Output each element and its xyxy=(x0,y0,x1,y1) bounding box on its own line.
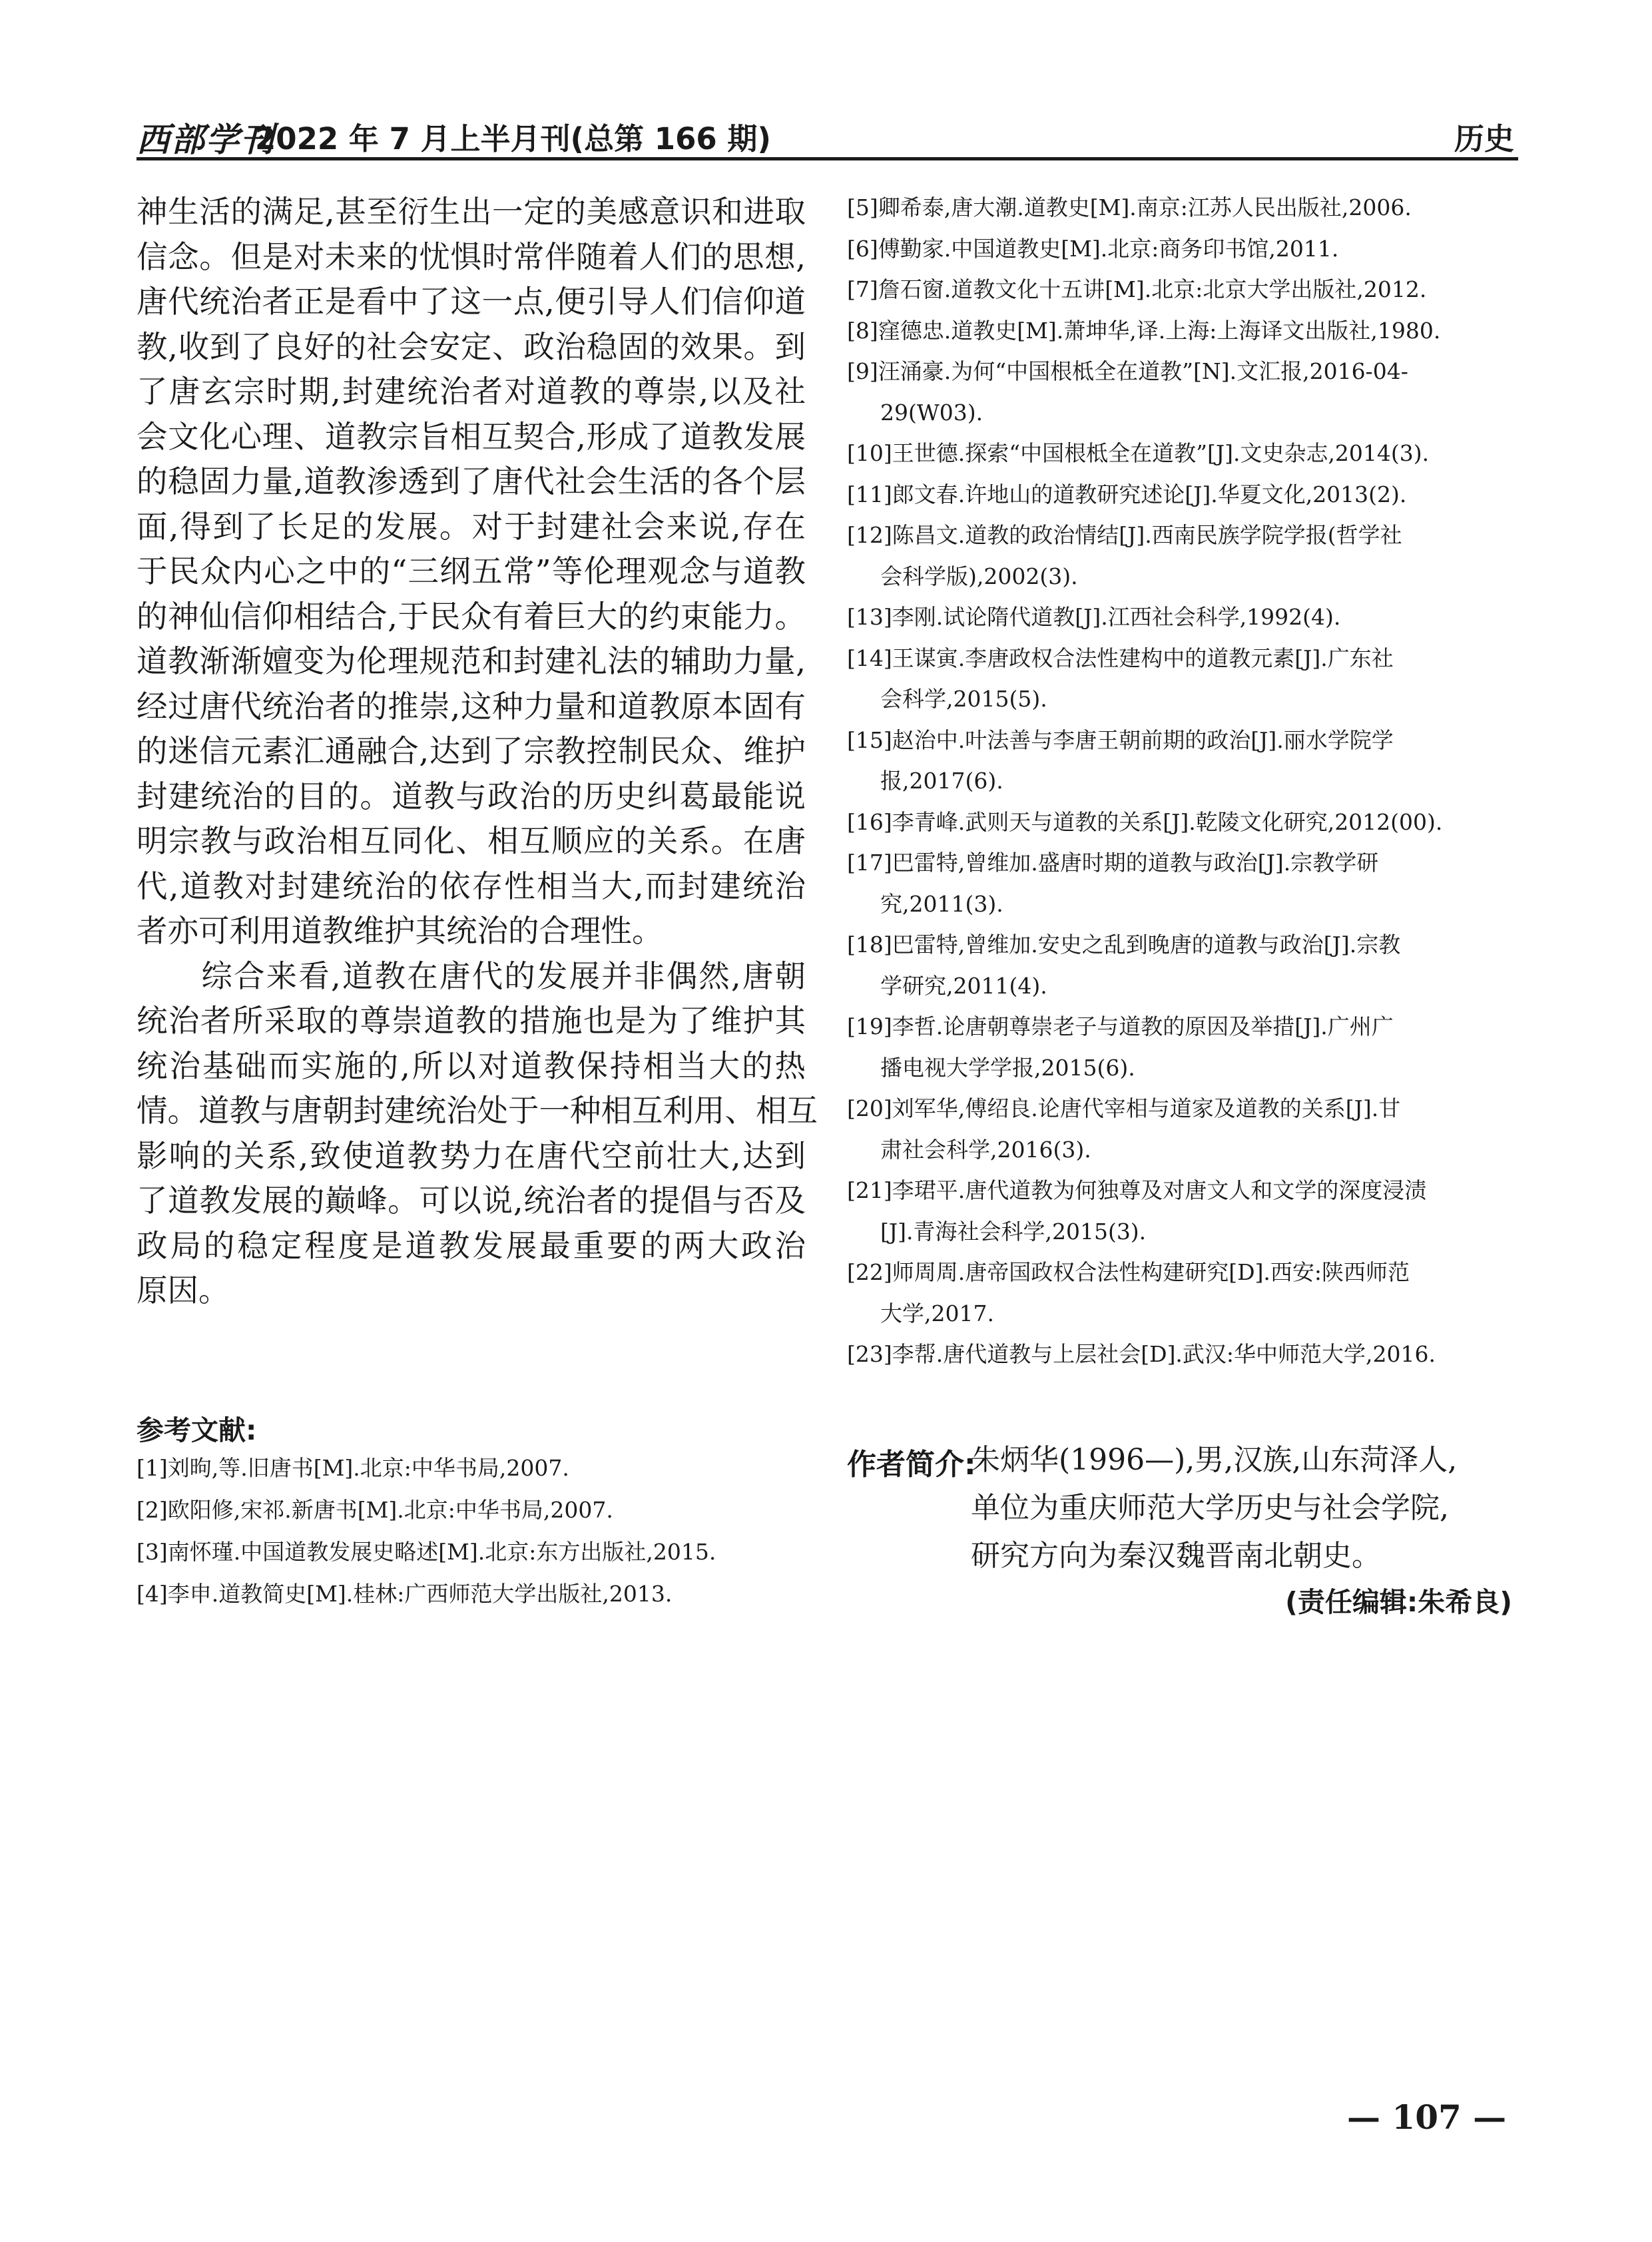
reference-line: 会科学,2015(5). xyxy=(880,686,1047,712)
body-line: 的神仙信仰相结合,于民众有着巨大的约束能力。 xyxy=(137,598,806,635)
author-line: 研究方向为秦汉魏晋南北朝史。 xyxy=(971,1539,1381,1573)
journal-logo: 西部学刊 xyxy=(137,120,275,159)
reference-line: [7]詹石窗.道教文化十五讲[M].北京:北京大学出版社,2012. xyxy=(847,276,1427,302)
reference-line: [19]李哲.论唐朝尊崇老子与道教的原因及举措[J].广州广 xyxy=(847,1013,1394,1039)
reference-line: 29(W03). xyxy=(880,399,983,425)
body-line: 道教渐渐嬗变为伦理规范和封建礼法的辅助力量, xyxy=(137,643,806,679)
reference-line: [J].青海社会科学,2015(3). xyxy=(880,1218,1147,1245)
body-line: 统治者所采取的尊崇道教的措施也是为了维护其 xyxy=(137,1003,806,1039)
reference-line: [21]李珺平.唐代道教为何独尊及对唐文人和文学的深度浸渍 xyxy=(847,1177,1427,1203)
reference-line: [15]赵治中.叶法善与李唐王朝前期的政治[J].丽水学院学 xyxy=(847,726,1394,753)
body-line: 唐代统治者正是看中了这一点,便引导人们信仰道 xyxy=(137,284,806,320)
body-line: 面,得到了长足的发展。对于封建社会来说,存在 xyxy=(137,508,806,545)
section-title: 历史 xyxy=(1454,121,1514,156)
reference-line: 大学,2017. xyxy=(880,1300,994,1326)
author-line: 单位为重庆师范大学历史与社会学院, xyxy=(971,1491,1449,1525)
issue-info: 2022 年 7 月上半月刊(总第 166 期) xyxy=(255,121,771,156)
body-line: 了唐玄宗时期,封建统治者对道教的尊崇,以及社 xyxy=(137,374,806,410)
body-line: 的稳固力量,道教渗透到了唐代社会生活的各个层 xyxy=(137,463,806,499)
reference-line: [3]南怀瑾.中国道教发展史略述[M].北京:东方出版社,2015. xyxy=(137,1539,716,1565)
reference-line: [11]郎文春.许地山的道教研究述论[J].华夏文化,2013(2). xyxy=(847,481,1407,507)
reference-line: [17]巴雷特,曾维加.盛唐时期的道教与政治[J].宗教学研 xyxy=(847,850,1379,876)
reference-line: 学研究,2011(4). xyxy=(880,972,1047,999)
reference-line: [2]欧阳修,宋祁.新唐书[M].北京:中华书局,2007. xyxy=(137,1497,613,1523)
reference-line: [22]师周周.唐帝国政权合法性构建研究[D].西安:陕西师范 xyxy=(847,1259,1410,1285)
reference-line: 肃社会科学,2016(3). xyxy=(880,1136,1091,1163)
reference-line: [20]刘军华,傅绍良.论唐代宰相与道家及道教的关系[J].甘 xyxy=(847,1095,1401,1121)
reference-line: [5]卿希泰,唐大潮.道教史[M].南京:江苏人民出版社,2006. xyxy=(847,194,1412,220)
body-line: 信念。但是对未来的忧惧时常伴随着人们的思想, xyxy=(137,238,806,275)
reference-line: [6]傅勤家.中国道教史[M].北京:商务印书馆,2011. xyxy=(847,235,1339,262)
reference-line: [1]刘昫,等.旧唐书[M].北京:中华书局,2007. xyxy=(137,1455,569,1481)
reference-line: [10]王世德.探索“中国根柢全在道教”[J].文史杂志,2014(3). xyxy=(847,440,1430,466)
body-line: 的迷信元素汇通融合,达到了宗教控制民众、维护 xyxy=(137,733,806,769)
reference-line: [12]陈昌文.道教的政治情结[J].西南民族学院学报(哲学社 xyxy=(847,522,1402,548)
author-line: 朱炳华(1996—),男,汉族,山东菏泽人, xyxy=(971,1443,1458,1477)
body-text xyxy=(137,190,818,1314)
reference-line: [13]李刚.试论隋代道教[J].江西社会科学,1992(4). xyxy=(847,604,1341,630)
body-line: 政局的稳定程度是道教发展最重要的两大政治 xyxy=(137,1227,806,1264)
body-line: 情。道教与唐朝封建统治处于一种相互利用、相互 xyxy=(137,1093,818,1129)
reference-line: [8]窪德忠.道教史[M].萧坤华,译.上海:上海译文出版社,1980. xyxy=(847,317,1441,344)
author-label: 作者简介: xyxy=(847,1448,976,1482)
reference-line: [14]王谋寅.李唐政权合法性建构中的道教元素[J].广东社 xyxy=(847,645,1394,671)
reference-line: [9]汪涌豪.为何“中国根柢全在道教”[N].文汇报,2016-04- xyxy=(847,358,1408,384)
page-number: — 107 — xyxy=(1347,2098,1507,2137)
page-header xyxy=(137,111,1518,160)
body-line: 统治基础而实施的,所以对道教保持相当大的热 xyxy=(137,1047,806,1084)
body-line: 明宗教与政治相互同化、相互顺应的关系。在唐 xyxy=(137,823,806,859)
body-line: 影响的关系,致使道教势力在唐代空前壮大,达到 xyxy=(137,1137,806,1174)
body-line: 教,收到了良好的社会安定、政治稳固的效果。到 xyxy=(137,328,806,365)
body-line: 会文化心理、道教宗旨相互契合,形成了道教发展 xyxy=(137,418,806,455)
reference-line: [23]李帮.唐代道教与上层社会[D].武汉:华中师范大学,2016. xyxy=(847,1341,1436,1367)
body-line: 者亦可利用道教维护其统治的合理性。 xyxy=(137,913,663,949)
body-line: 了道教发展的巅峰。可以说,统治者的提倡与否及 xyxy=(137,1183,806,1219)
body-line: 经过唐代统治者的推崇,这种力量和道教原本固有 xyxy=(137,688,806,724)
body-line: 代,道教对封建统治的依存性相当大,而封建统治 xyxy=(137,868,806,904)
reference-line: 播电视大学学报,2015(6). xyxy=(880,1054,1135,1081)
editor-credit: (责任编辑:朱希良) xyxy=(1285,1586,1512,1618)
reference-line: 会科学版),2002(3). xyxy=(880,563,1078,589)
reference-line: [4]李申.道教简史[M].桂林:广西师范大学出版社,2013. xyxy=(137,1581,673,1607)
body-line: 原因。 xyxy=(137,1272,230,1308)
body-line: 于民众内心之中的“三纲五常”等伦理观念与道教 xyxy=(137,553,806,589)
body-line: 神生活的满足,甚至衍生出一定的美感意识和进取 xyxy=(137,194,806,230)
reference-line: [16]李青峰.武则天与道教的关系[J].乾陵文化研究,2012(00). xyxy=(847,808,1443,835)
body-line: 封建统治的目的。道教与政治的历史纠葛最能说 xyxy=(137,778,806,814)
body-line: 综合来看,道教在唐代的发展并非偶然,唐朝 xyxy=(137,958,806,994)
reference-line: 报,2017(6). xyxy=(880,768,1003,794)
references-title: 参考文献: xyxy=(137,1414,257,1446)
reference-line: [18]巴雷特,曾维加.安史之乱到晚唐的道教与政治[J].宗教 xyxy=(847,932,1401,958)
reference-line: 究,2011(3). xyxy=(880,890,1003,917)
